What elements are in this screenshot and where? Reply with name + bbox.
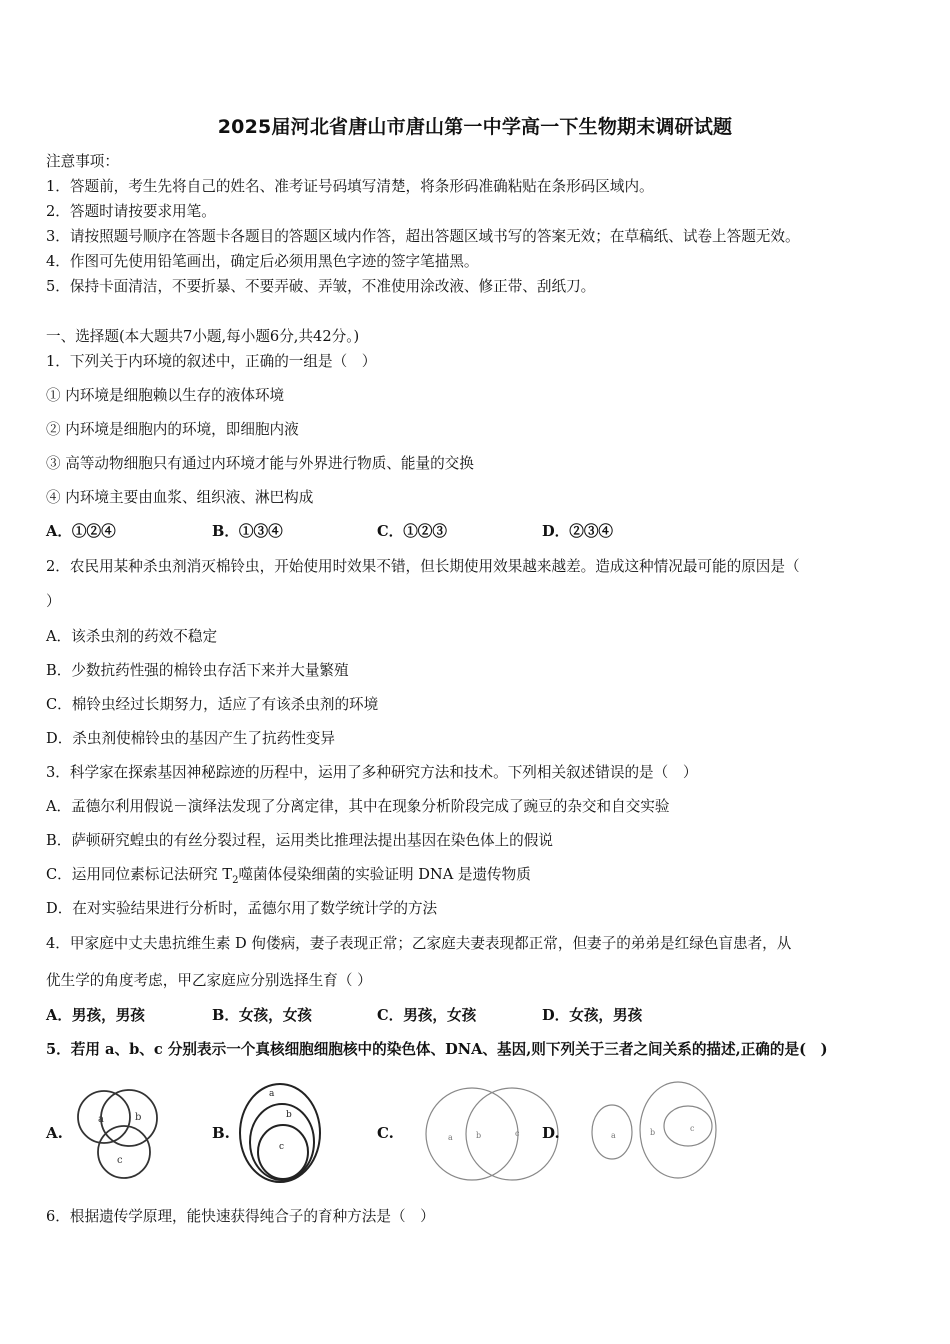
q3-option-b[interactable]: B．萨顿研究蝗虫的有丝分裂过程，运用类比推理法提出基因在染色体上的假说 bbox=[46, 832, 553, 849]
q1-statement: ① 内环境是细胞赖以生存的液体环境 bbox=[46, 387, 285, 404]
q3-option-c-post: 噬菌体侵染细菌的实验证明 DNA 是遗传物质 bbox=[238, 866, 531, 883]
q1-option-b[interactable]: B．①③④ bbox=[212, 523, 283, 540]
question-5-stem: 5．若用 a、b、c 分别表示一个真核细胞细胞核中的染色体、DNA、基因,则下列关于三者之间关系的描述,正确的是( ) bbox=[46, 1041, 828, 1058]
question-3-stem: 3．科学家在探索基因神秘踪迹的历程中，运用了多种研究方法和技术。下列相关叙述错误的是（ ） bbox=[46, 764, 698, 781]
circle-label-c: c bbox=[117, 1155, 123, 1166]
notice-heading: 注意事项： bbox=[46, 153, 119, 170]
q5-option-c[interactable]: C. bbox=[377, 1124, 394, 1142]
q3-option-c-pre: C．运用同位素标记法研究 T bbox=[46, 866, 233, 883]
q4-option-b[interactable]: B．女孩，女孩 bbox=[212, 1007, 312, 1024]
q3-option-c[interactable] bbox=[46, 865, 531, 891]
q1-statement: ③ 高等动物细胞只有通过内环境才能与外界进行物质、能量的交换 bbox=[46, 455, 474, 472]
exam-title: 2025届河北省唐山市唐山第一中学高一下生物期末调研试题 bbox=[217, 116, 733, 138]
q1-option-a[interactable]: A．①②④ bbox=[46, 523, 116, 540]
q2-option-b[interactable]: B．少数抗药性强的棉铃虫存活下来并大量繁殖 bbox=[46, 662, 349, 679]
q1-statement: ② 内环境是细胞内的环境，即细胞内液 bbox=[46, 421, 299, 438]
circle-label-c: c bbox=[279, 1142, 285, 1152]
circle-label-c: c bbox=[515, 1129, 520, 1138]
circle-label-a: a bbox=[448, 1133, 453, 1142]
q4-option-c[interactable]: C．男孩，女孩 bbox=[377, 1007, 477, 1024]
question-1-stem: 1．下列关于内环境的叙述中，正确的一组是（ ） bbox=[46, 353, 377, 370]
section-heading: 一、选择题(本大题共7小题,每小题6分,共42分。) bbox=[46, 328, 360, 345]
q2-option-c[interactable]: C．棉铃虫经过长期努力，适应了有该杀虫剂的环境 bbox=[46, 696, 379, 713]
question-2-stem: 2．农民用某种杀虫剂消灭棉铃虫，开始使用时效果不错，但长期使用效果越来越差。造成这种情况最可能的原因是（ bbox=[46, 558, 800, 575]
q2-option-a[interactable]: A．该杀虫剂的药效不稳定 bbox=[46, 628, 218, 645]
circle-label-b: b bbox=[476, 1131, 482, 1140]
q5-figure-b bbox=[236, 1080, 326, 1186]
circle-label-a: a bbox=[611, 1131, 616, 1140]
q5-figure-d bbox=[586, 1076, 720, 1184]
circle-label-b: b bbox=[135, 1112, 142, 1123]
question-2-stem-end: ） bbox=[46, 593, 61, 610]
circle-label-c: c bbox=[690, 1124, 695, 1133]
q5-option-d[interactable]: D. bbox=[542, 1124, 560, 1142]
q5-figure-c bbox=[420, 1086, 560, 1182]
q5-option-a[interactable]: A. bbox=[46, 1124, 63, 1142]
circle-label-a: a bbox=[98, 1114, 104, 1125]
notice-item: 4．作图可先使用铅笔画出，确定后必须用黑色字迹的签字笔描黑。 bbox=[46, 253, 479, 270]
q3-option-a[interactable]: A．孟德尔利用假说－演绎法发现了分离定律，其中在现象分析阶段完成了豌豆的杂交和自交实验 bbox=[46, 798, 670, 815]
question-4-stem-cont: 优生学的角度考虑，甲乙家庭应分别选择生育（ ） bbox=[46, 972, 372, 989]
circle-label-a: a bbox=[269, 1089, 275, 1099]
q5-figure-a bbox=[72, 1082, 162, 1182]
q5-option-b[interactable]: B. bbox=[212, 1124, 230, 1142]
q4-option-a[interactable]: A．男孩，男孩 bbox=[46, 1007, 145, 1024]
question-6-stem: 6．根据遗传学原理，能快速获得纯合子的育种方法是（ ） bbox=[46, 1208, 435, 1225]
q1-option-c[interactable]: C．①②③ bbox=[377, 523, 447, 540]
notice-item: 1．答题前，考生先将自己的姓名、准考证号码填写清楚，将条形码准确粘贴在条形码区域内。 bbox=[46, 178, 654, 195]
notice-item: 2．答题时请按要求用笔。 bbox=[46, 203, 216, 220]
notice-item: 3．请按照题号顺序在答题卡各题目的答题区域内作答，超出答题区域书写的答案无效；在草稿纸、试卷上答题无效。 bbox=[46, 228, 800, 245]
notice-item: 5．保持卡面清洁，不要折暴、不要弄破、弄皱，不准使用涂改液、修正带、刮纸刀。 bbox=[46, 278, 596, 295]
q1-statement: ④ 内环境主要由血浆、组织液、淋巴构成 bbox=[46, 489, 314, 506]
q1-option-d[interactable]: D．②③④ bbox=[542, 523, 614, 540]
question-4-stem: 4．甲家庭中丈夫患抗维生素 D 佝偻病，妻子表现正常；乙家庭夫妻表现都正常，但妻子的弟弟是红绿色盲患者，从 bbox=[46, 935, 792, 952]
circle-label-b: b bbox=[286, 1110, 292, 1120]
q2-option-d[interactable]: D．杀虫剂使棉铃虫的基因产生了抗药性变异 bbox=[46, 730, 335, 747]
q4-option-d[interactable]: D．女孩，男孩 bbox=[542, 1007, 643, 1024]
q3-option-d[interactable]: D．在对实验结果进行分析时，孟德尔用了数学统计学的方法 bbox=[46, 900, 438, 917]
q3-option-c-sub: 2 bbox=[232, 874, 239, 886]
circle-label-b: b bbox=[650, 1128, 656, 1137]
